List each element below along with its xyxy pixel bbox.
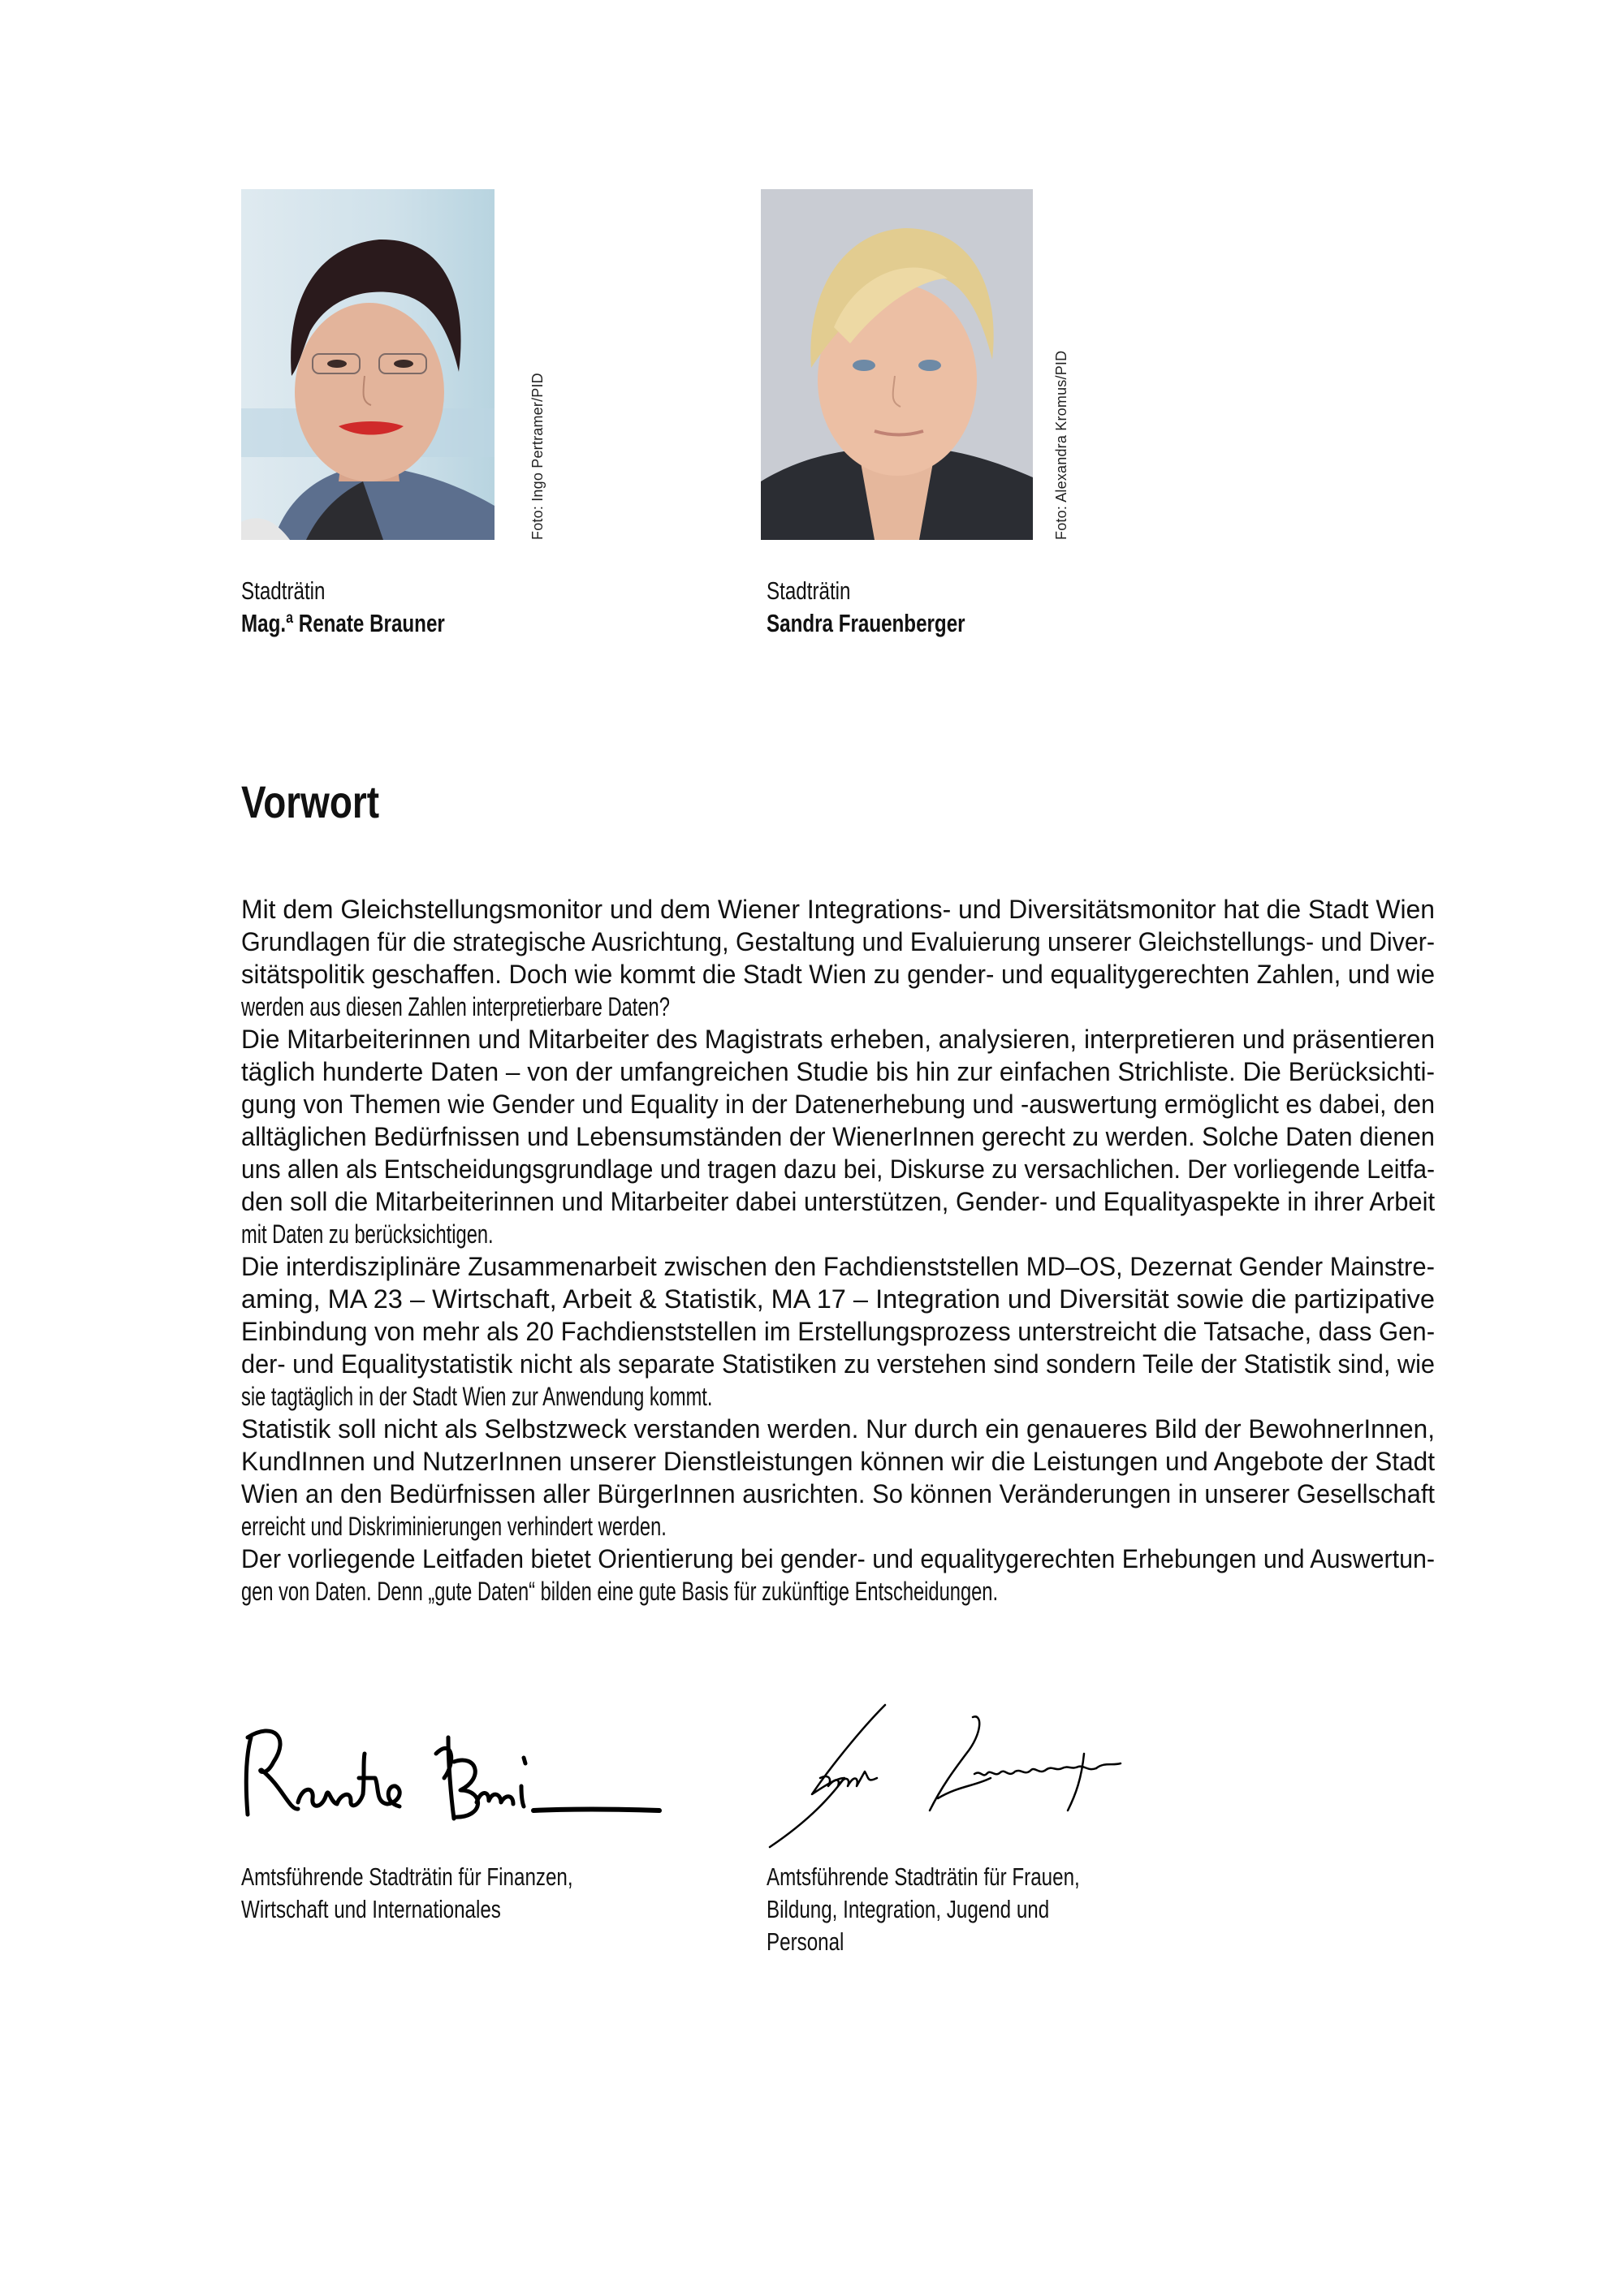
body-text-line bbox=[241, 1120, 1435, 1153]
body-text-line-content: Wien an den Bedürfnissen aller BürgerInnen ausrichten. So können Veränderungen in unserer Gesellschaft bbox=[241, 1479, 1436, 1508]
portrait-image bbox=[241, 189, 495, 540]
body-text-line-content: gen von Daten. Denn „gute Daten“ bilden eine gute Basis für zukünftige Entscheidungen. bbox=[241, 1577, 999, 1606]
body-text-line-content: erreicht und Diskriminierungen verhindert werden. bbox=[241, 1512, 667, 1541]
body-text-line-content: Der vorliegende Leitfaden bietet Orientierung bei gender- und equalitygerechten Erhebungen und Auswertun- bbox=[241, 1544, 1436, 1573]
body-text-line bbox=[241, 1543, 1435, 1575]
portrait-photo-renate-brauner bbox=[241, 189, 495, 540]
body-text-line bbox=[241, 1088, 1435, 1120]
person-name: Sandra Frauenberger bbox=[767, 609, 965, 637]
body-text-line bbox=[241, 1185, 1435, 1218]
signature-sandra-frauenberger bbox=[763, 1697, 1153, 1851]
body-text-line bbox=[241, 1315, 1435, 1348]
person-role: Stadträtin bbox=[767, 576, 851, 605]
title-line: Bildung, Integration, Jugend und bbox=[767, 1895, 1050, 1923]
body-text-line-content: aming, MA 23 – Wirtschaft, Arbeit & Statistik, MA 17 – Integration und Diversität sowie die partizipative bbox=[241, 1284, 1436, 1314]
body-text-line bbox=[241, 1348, 1435, 1380]
person-name: Mag.ª Renate Brauner bbox=[241, 609, 445, 637]
body-text-line-content: der- und Equalitystatistik nicht als separate Statistiken zu verstehen sind sondern Teile der Statistik sind, wie bbox=[241, 1349, 1435, 1379]
body-text-line-content: Die interdisziplinäre Zusammenarbeit zwischen den Fachdienststellen MD–OS, Dezernat Gender Mainstre- bbox=[241, 1252, 1435, 1281]
body-text-line-content: Mit dem Gleichstellungsmonitor und dem Wiener Integrations- und Diversitätsmonitor hat die Stadt Wien bbox=[241, 895, 1436, 924]
body-text-line-content: den soll die Mitarbeiterinnen und Mitarbeiter dabei unterstützen, Gender- und Equalityaspekte in ihrer Arbeit bbox=[241, 1187, 1436, 1216]
signature-renate-brauner bbox=[241, 1713, 663, 1827]
photo-credit-brauner: Foto: Ingo Pertramer/PID bbox=[529, 373, 546, 540]
body-text-line bbox=[241, 990, 1435, 1023]
title-line: Personal bbox=[767, 1927, 844, 1956]
body-text-line bbox=[241, 1445, 1435, 1478]
person-role: Stadträtin bbox=[241, 576, 326, 605]
body-text-line bbox=[241, 1283, 1435, 1315]
person-block-brauner bbox=[241, 575, 503, 640]
body-text-line bbox=[241, 1023, 1435, 1055]
body-text-line-content: sitätspolitik geschaffen. Doch wie kommt die Stadt Wien zu gender- und equalitygerechten Zahlen, und wie bbox=[241, 960, 1436, 989]
title-line: Amtsführende Stadträtin für Frauen, bbox=[767, 1862, 1080, 1891]
official-title-frauenberger bbox=[767, 1861, 1168, 1958]
body-text-line bbox=[241, 1250, 1435, 1283]
photo-credit-frauenberger: Foto: Alexandra Kromus/PID bbox=[1053, 350, 1069, 540]
body-text-line-content: Die Mitarbeiterinnen und Mitarbeiter des Magistrats erheben, analysieren, interpretieren und präsentieren bbox=[241, 1025, 1436, 1054]
body-text-line-content: Grundlagen für die strategische Ausrichtung, Gestaltung und Evaluierung unserer Gleichstellungs- und Diver- bbox=[241, 927, 1436, 956]
body-text-line bbox=[241, 926, 1435, 958]
portrait-image bbox=[761, 189, 1033, 540]
body-text-line-content: KundInnen und NutzerInnen unserer Dienstleistungen können wir die Leistungen und Angebote der Stadt bbox=[241, 1447, 1436, 1476]
body-text-line-content: alltäglichen Bedürfnissen und Lebensumständen der WienerInnen gerecht zu werden. Solche Daten dienen bbox=[241, 1122, 1435, 1151]
title-line: Wirtschaft und Internationales bbox=[241, 1895, 501, 1923]
title-line: Amtsführende Stadträtin für Finanzen, bbox=[241, 1862, 573, 1891]
body-text-line-content: werden aus diesen Zahlen interpretierbare Daten? bbox=[241, 992, 670, 1021]
official-title-brauner bbox=[241, 1861, 667, 1926]
body-text-line-content: uns allen als Entscheidungsgrundlage und tragen dazu bei, Diskurse zu versachlichen. Der vorliegende Leitfa- bbox=[241, 1154, 1435, 1184]
body-text-line-content: mit Daten zu berücksichtigen. bbox=[241, 1219, 494, 1249]
body-text-line-content: Einbindung von mehr als 20 Fachdienststellen im Erstellungsprozess unterstreicht die Tatsache, dass Gen- bbox=[241, 1317, 1436, 1346]
body-text-line bbox=[241, 1510, 1435, 1543]
person-block-frauenberger bbox=[767, 575, 1021, 640]
body-text-line bbox=[241, 1413, 1435, 1445]
page-title: Vorwort bbox=[241, 776, 380, 827]
body-text-line bbox=[241, 1478, 1435, 1510]
body-text-line-content: täglich hunderte Daten – von der umfangreichen Studie bis hin zur einfachen Strichliste. Die Berücksichti- bbox=[241, 1057, 1435, 1086]
foreword-body bbox=[241, 893, 1435, 1608]
body-text-line bbox=[241, 1575, 1435, 1608]
body-text-line bbox=[241, 1218, 1435, 1250]
body-text-line bbox=[241, 1153, 1435, 1185]
body-text-line bbox=[241, 958, 1435, 990]
body-text-line-content: sie tagtäglich in der Stadt Wien zur Anwendung kommt. bbox=[241, 1382, 713, 1411]
portrait-photo-sandra-frauenberger bbox=[761, 189, 1033, 540]
body-text-line-content: gung von Themen wie Gender und Equality in der Datenerhebung und -auswertung ermöglicht es dabei, den bbox=[241, 1090, 1436, 1119]
body-text-line bbox=[241, 1380, 1435, 1413]
body-text-line-content: Statistik soll nicht als Selbstzweck verstanden werden. Nur durch ein genaueres Bild der BewohnerInnen, bbox=[241, 1414, 1435, 1444]
body-text-line bbox=[241, 1055, 1435, 1088]
body-text-line bbox=[241, 893, 1435, 926]
